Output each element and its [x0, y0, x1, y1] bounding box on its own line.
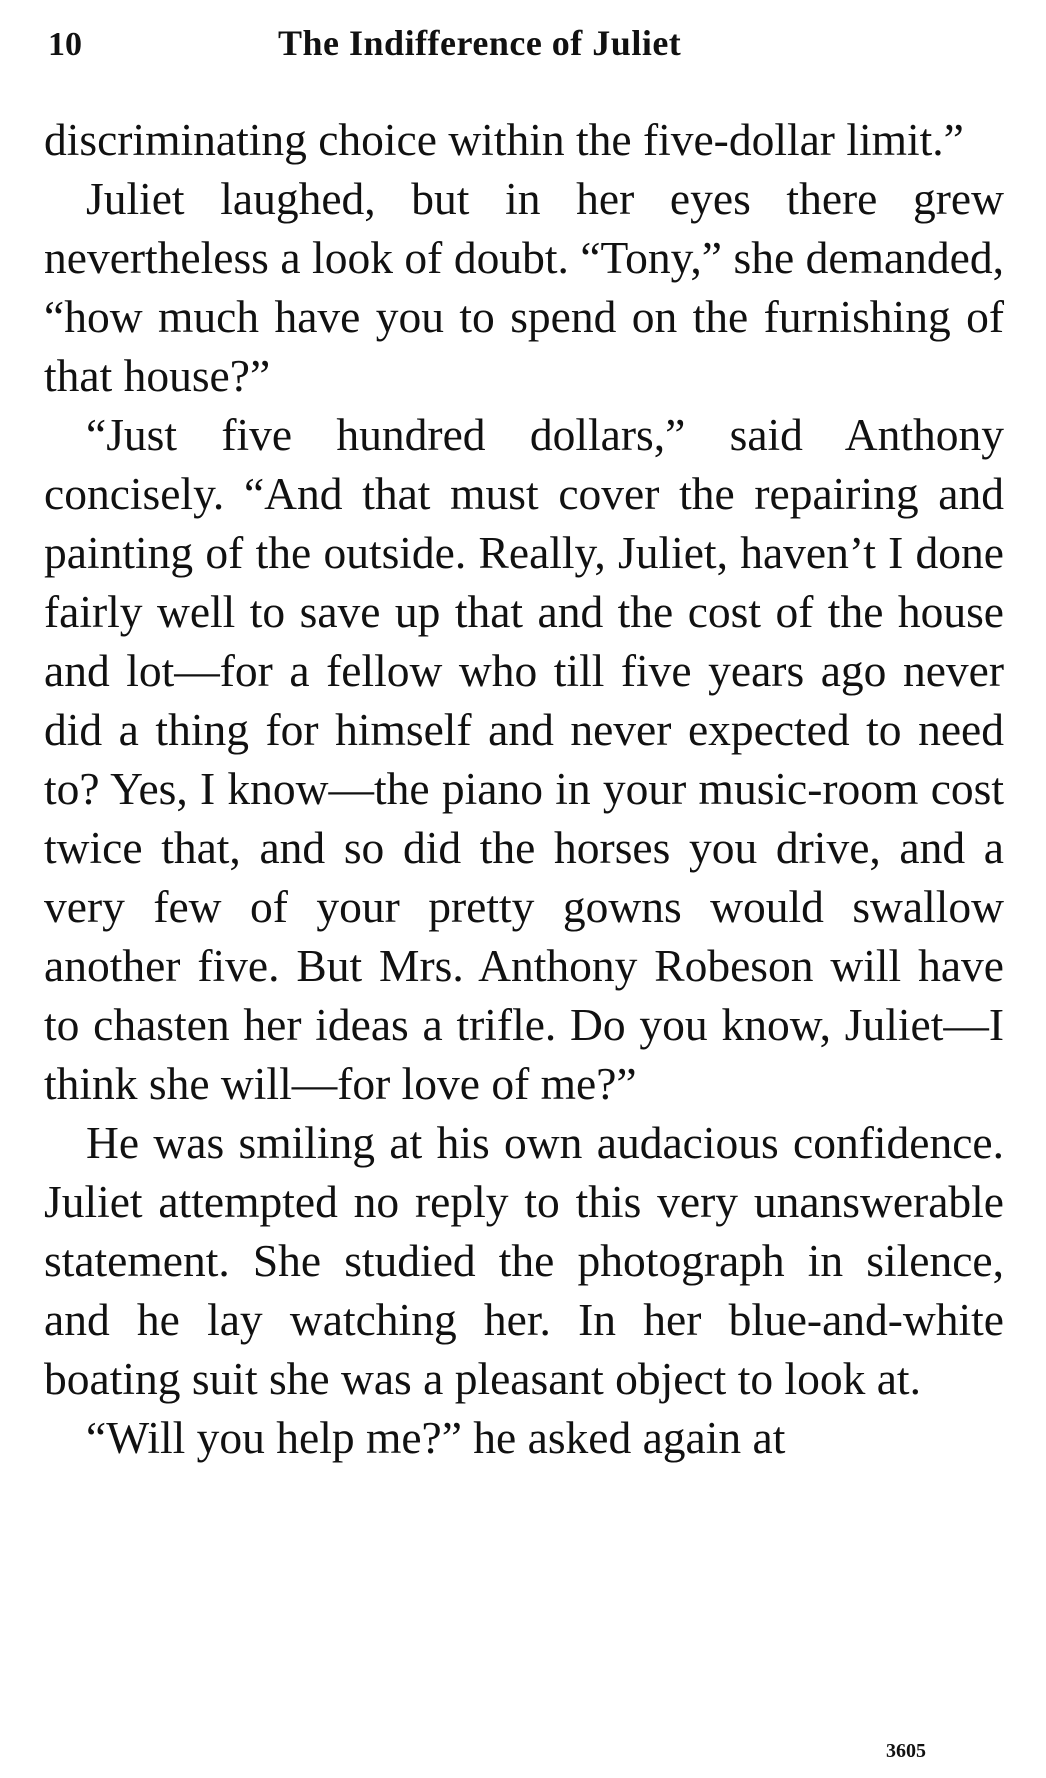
body-text [44, 110, 1004, 1467]
signature-mark: 3605 [886, 1740, 926, 1762]
paragraph: Juliet laughed, but in her eyes there grew nevertheless a look of doubt. “Tony,” she demanded, “how much have you to spend on the furnishing of that house?” [44, 173, 1004, 401]
page-number: 10 [48, 26, 82, 63]
paragraph-continuation: discriminating choice within the five-dollar limit.” [44, 114, 964, 165]
running-head [40, 22, 1010, 72]
paragraph: “Will you help me?” he asked again at [86, 1412, 786, 1463]
paragraph: “Just five hundred dollars,” said Anthony concisely. “And that must cover the repairing and painting of the outside. Really, Juliet, haven’t I done fairly well to save up that and the cost of the house and lot—for a fellow who till five years ago never did a thing for himself and never expected to need to? Yes, I know—the piano in your music-room cost twice that, and so did the horses you drive, and a very few of your pretty gowns would swallow another five. But Mrs. Anthony Robeson will have to chasten her ideas a trifle. Do you know, Juliet—I think she will—for love of me?” [44, 409, 1004, 1109]
running-title: The Indifference of Juliet [278, 23, 682, 63]
paragraph: He was smiling at his own audacious confidence. Juliet attempted no reply to this very unanswerable statement. She studied the photograph in silence, and he lay watching her. In her blue-and-white boating suit she was a pleasant object to look at. [44, 1117, 1004, 1404]
